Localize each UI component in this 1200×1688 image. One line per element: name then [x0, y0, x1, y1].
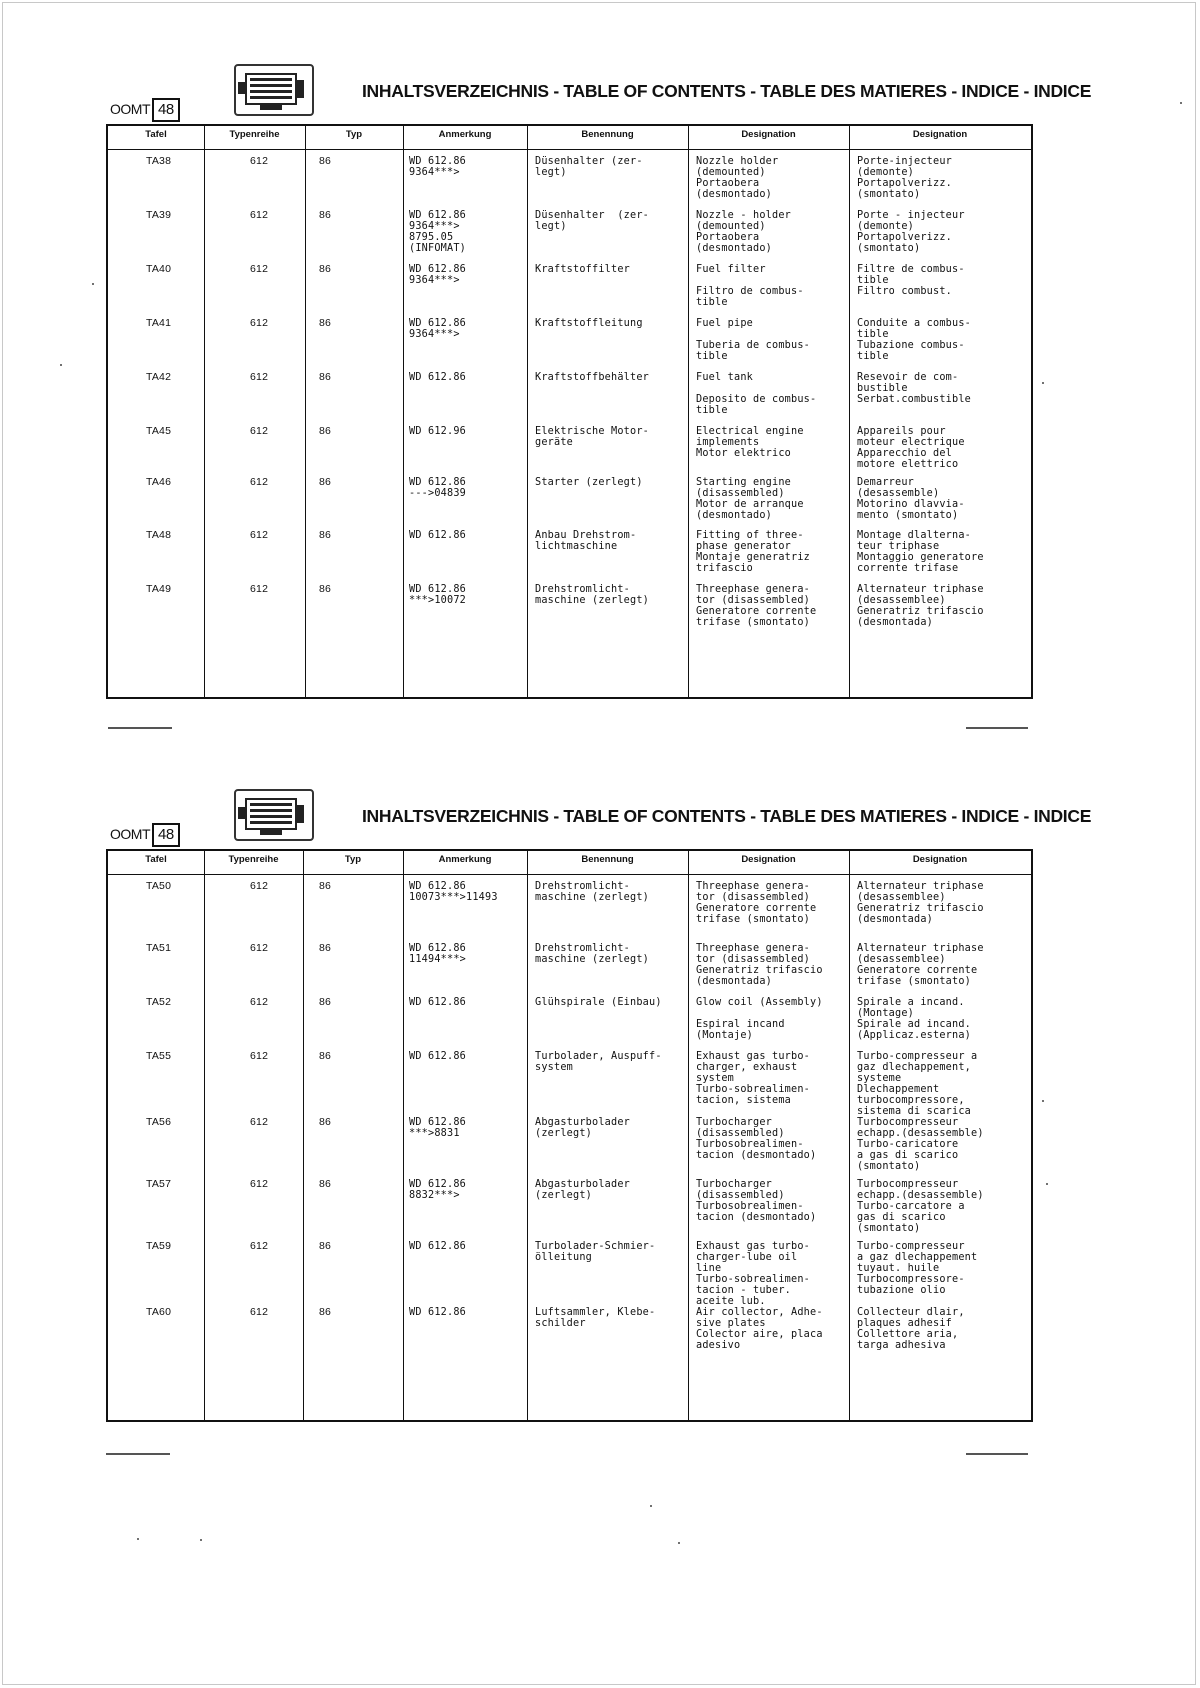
cell-designation-fr: Turbocompresseur echapp.(desassemble) Turbo-carcatore a gas di scarico (smontato)	[857, 1179, 984, 1234]
cell-designation-en: Threephase genera- tor (disassembled) Generatore corrente trifase (smontato)	[696, 881, 817, 925]
column-header-benennung: Benennung	[581, 129, 634, 140]
page-title: INHALTSVERZEICHNIS - TABLE OF CONTENTS - TABLE DES MATIERES - INDICE - INDICE	[362, 806, 1092, 826]
cell-anmerkung: WD 612.86 9364***>	[409, 318, 467, 340]
cell-typenreihe: 612	[250, 996, 269, 1008]
cell-designation-fr: Filtre de combus- tible Filtro combust.	[857, 264, 965, 297]
cell-tafel: TA41	[146, 317, 172, 329]
cell-benennung: Anbau Drehstrom- lichtmaschine	[535, 530, 637, 552]
cell-designation-en: Turbocharger (disassembled) Turbosobrealimen- tacion (desmontado)	[696, 1179, 817, 1223]
footer-mark	[108, 727, 172, 729]
cell-typ: 86	[319, 317, 332, 329]
cell-benennung: Kraftstoffleitung	[535, 318, 643, 329]
cell-anmerkung: WD 612.86 ***>10072	[409, 584, 467, 606]
cell-benennung: Drehstromlicht- maschine (zerlegt)	[535, 943, 650, 965]
cell-benennung: Düsenhalter (zer- legt)	[535, 156, 643, 178]
cell-designation-en: Threephase genera- tor (disassembled) Generatore corrente trifase (smontato)	[696, 584, 817, 628]
column-header-designation-fr: Designation	[912, 854, 968, 865]
cell-typenreihe: 612	[250, 529, 269, 541]
cell-tafel: TA48	[146, 529, 172, 541]
cell-designation-fr: Appareils pour moteur electrique Apparecchio del motore elettrico	[857, 426, 965, 470]
document-code-prefix: OOMT	[110, 826, 150, 842]
cell-typ: 86	[319, 942, 332, 954]
cell-designation-en: Threephase genera- tor (disassembled) Generatriz trifascio (desmontada)	[696, 943, 823, 987]
header-rule	[108, 149, 1031, 150]
cell-benennung: Luftsammler, Klebe- schilder	[535, 1307, 656, 1329]
cell-designation-en: Nozzle holder (demounted) Portaobera (desmontado)	[696, 156, 779, 200]
cell-tafel: TA39	[146, 209, 172, 221]
cell-tafel: TA51	[146, 942, 172, 954]
cell-designation-en: Exhaust gas turbo- charger-lube oil line Turbo-sobrealimen- tacion - tuber. aceite lub.	[696, 1241, 811, 1307]
cell-benennung: Drehstromlicht- maschine (zerlegt)	[535, 584, 650, 606]
document-code-prefix: OOMT	[110, 101, 150, 117]
cell-anmerkung: WD 612.86	[409, 1241, 467, 1252]
column-divider	[688, 851, 689, 1420]
cell-designation-en: Glow coil (Assembly) Espiral incand (Montaje)	[696, 997, 823, 1041]
cell-anmerkung: WD 612.86 ***>8831	[409, 1117, 467, 1139]
cell-benennung: Turbolader, Auspuff- system	[535, 1051, 662, 1073]
cell-typ: 86	[319, 371, 332, 383]
cell-typ: 86	[319, 1306, 332, 1318]
cell-typ: 86	[319, 1240, 332, 1252]
cell-typenreihe: 612	[250, 1306, 269, 1318]
cell-typenreihe: 612	[250, 1116, 269, 1128]
cell-designation-en: Air collector, Adhe- sive plates Colector aire, placa adesivo	[696, 1307, 823, 1351]
cell-typ: 86	[319, 1116, 332, 1128]
cell-tafel: TA60	[146, 1306, 172, 1318]
column-header-designation-fr: Designation	[912, 129, 968, 140]
cell-designation-en: Fuel pipe Tuberia de combus- tible	[696, 318, 811, 362]
cell-typ: 86	[319, 583, 332, 595]
cell-anmerkung: WD 612.86 8832***>	[409, 1179, 467, 1201]
scan-speck	[678, 1542, 680, 1544]
cell-typenreihe: 612	[250, 1178, 269, 1190]
footer-mark	[966, 1453, 1028, 1455]
cell-designation-fr: Conduite a combus- tible Tubazione combus- tible	[857, 318, 972, 362]
cell-typenreihe: 612	[250, 155, 269, 167]
footer-mark	[966, 727, 1028, 729]
cell-designation-fr: Porte - injecteur (demonte) Portapolverizz. (smontato)	[857, 210, 965, 254]
toc-table	[106, 849, 1033, 1422]
header-rule	[108, 874, 1031, 875]
cell-tafel: TA55	[146, 1050, 172, 1062]
cell-benennung: Starter (zerlegt)	[535, 477, 643, 488]
cell-benennung: Glühspirale (Einbau)	[535, 997, 662, 1008]
cell-anmerkung: WD 612.86 11494***>	[409, 943, 467, 965]
cell-typenreihe: 612	[250, 209, 269, 221]
cell-designation-fr: Porte-injecteur (demonte) Portapolverizz. (smontato)	[857, 156, 953, 200]
cell-typ: 86	[319, 1050, 332, 1062]
cell-designation-en: Exhaust gas turbo- charger, exhaust system Turbo-sobrealimen- tacion, sistema	[696, 1051, 811, 1106]
cell-anmerkung: WD 612.86	[409, 530, 467, 541]
cell-typ: 86	[319, 425, 332, 437]
cell-anmerkung: WD 612.86	[409, 1051, 467, 1062]
scan-speck	[1042, 382, 1044, 384]
cell-designation-en: Turbocharger (disassembled) Turbosobrealimen- tacion (desmontado)	[696, 1117, 817, 1161]
column-header-typ: Typ	[344, 854, 362, 865]
cell-benennung: Düsenhalter (zer- legt)	[535, 210, 650, 232]
column-header-designation-en: Designation	[741, 129, 796, 140]
scan-speck	[1042, 1100, 1044, 1102]
cell-designation-fr: Resevoir de com- bustible Serbat.combustible	[857, 372, 972, 405]
cell-typenreihe: 612	[250, 880, 269, 892]
column-divider	[688, 126, 689, 697]
column-header-tafel: Tafel	[145, 854, 167, 865]
column-divider	[849, 851, 850, 1420]
cell-typ: 86	[319, 529, 332, 541]
column-divider	[204, 851, 205, 1420]
toc-table	[106, 124, 1033, 699]
cell-typ: 86	[319, 263, 332, 275]
cell-benennung: Elektrische Motor- geräte	[535, 426, 650, 448]
cell-designation-en: Fuel filter Filtro de combus- tible	[696, 264, 804, 308]
column-divider	[305, 126, 306, 697]
scan-speck	[60, 364, 62, 366]
document-code	[110, 98, 180, 122]
cell-designation-fr: Turbocompresseur echapp.(desassemble) Turbo-caricatore a gas di scarico (smontato)	[857, 1117, 984, 1172]
cell-typ: 86	[319, 155, 332, 167]
cell-designation-fr: Alternateur triphase (desassemblee) Generatore corrente trifase (smontato)	[857, 943, 984, 987]
cell-anmerkung: WD 612.86 9364***>	[409, 264, 467, 286]
column-header-designation-en: Designation	[741, 854, 796, 865]
page-title: INHALTSVERZEICHNIS - TABLE OF CONTENTS - TABLE DES MATIERES - INDICE - INDICE	[362, 81, 1092, 101]
column-divider	[403, 126, 404, 697]
cell-designation-en: Fitting of three- phase generator Montaje generatriz trifascio	[696, 530, 811, 574]
cell-designation-fr: Collecteur dlair, plaques adhesif Collettore aria, targa adhesiva	[857, 1307, 965, 1351]
scan-speck	[1046, 1183, 1048, 1185]
cell-anmerkung: WD 612.86	[409, 372, 467, 383]
document-code-number: 48	[152, 98, 180, 122]
cell-tafel: TA56	[146, 1116, 172, 1128]
cell-typenreihe: 612	[250, 425, 269, 437]
cell-tafel: TA52	[146, 996, 172, 1008]
cell-tafel: TA57	[146, 1178, 172, 1190]
cell-typenreihe: 612	[250, 317, 269, 329]
engine-logo-icon	[234, 64, 314, 116]
cell-typenreihe: 612	[250, 942, 269, 954]
cell-anmerkung: WD 612.86 --->04839	[409, 477, 467, 499]
cell-typenreihe: 612	[250, 1240, 269, 1252]
cell-designation-en: Starting engine (disassembled) Motor de arranque (desmontado)	[696, 477, 804, 521]
cell-typenreihe: 612	[250, 263, 269, 275]
scan-speck	[137, 1538, 139, 1540]
column-divider	[303, 851, 304, 1420]
column-divider	[527, 851, 528, 1420]
cell-typ: 86	[319, 209, 332, 221]
cell-tafel: TA46	[146, 476, 172, 488]
cell-designation-en: Electrical engine implements Motor elektrico	[696, 426, 804, 459]
column-divider	[527, 126, 528, 697]
column-divider	[204, 126, 205, 697]
column-divider	[849, 126, 850, 697]
column-header-anmerkung: Anmerkung	[438, 854, 492, 865]
cell-typ: 86	[319, 476, 332, 488]
cell-designation-fr: Montage dlalterna- teur triphase Montaggio generatore corrente trifase	[857, 530, 984, 574]
cell-tafel: TA40	[146, 263, 172, 275]
scan-speck	[92, 283, 94, 285]
cell-designation-fr: Alternateur triphase (desassemblee) Generatriz trifascio (desmontada)	[857, 881, 984, 925]
cell-benennung: Abgasturbolader (zerlegt)	[535, 1117, 631, 1139]
column-header-tafel: Tafel	[145, 129, 167, 140]
cell-anmerkung: WD 612.86 10073***>11493	[409, 881, 498, 903]
scan-speck	[1180, 102, 1182, 104]
cell-designation-fr: Turbo-compresseur a gaz dlechappement, systeme Dlechappement turbocompressore, sistema di scarica	[857, 1051, 978, 1117]
cell-designation-fr: Turbo-compresseur a gaz dlechappement tuyaut. huile Turbocompressore- tubazione olio	[857, 1241, 978, 1296]
cell-tafel: TA50	[146, 880, 172, 892]
cell-designation-en: Nozzle - holder (demounted) Portaobera (desmontado)	[696, 210, 792, 254]
cell-tafel: TA49	[146, 583, 172, 595]
column-header-anmerkung: Anmerkung	[438, 129, 492, 140]
cell-anmerkung: WD 612.86	[409, 1307, 467, 1318]
cell-designation-en: Fuel tank Deposito de combus- tible	[696, 372, 817, 416]
cell-typenreihe: 612	[250, 1050, 269, 1062]
cell-typenreihe: 612	[250, 476, 269, 488]
column-header-typenreihe: Typenreihe	[229, 129, 280, 140]
column-header-typenreihe: Typenreihe	[228, 854, 279, 865]
cell-anmerkung: WD 612.86 9364***>	[409, 156, 467, 178]
cell-anmerkung: WD 612.86 9364***> 8795.05 (INFOMAT)	[409, 210, 467, 254]
engine-logo-icon	[234, 789, 314, 841]
cell-benennung: Turbolader-Schmier- ölleitung	[535, 1241, 656, 1263]
column-divider	[403, 851, 404, 1420]
cell-typ: 86	[319, 996, 332, 1008]
cell-designation-fr: Spirale a incand. (Montage) Spirale ad incand. (Applicaz.esterna)	[857, 997, 972, 1041]
cell-tafel: TA42	[146, 371, 172, 383]
scan-speck	[650, 1505, 652, 1507]
cell-benennung: Kraftstoffilter	[535, 264, 631, 275]
cell-typ: 86	[319, 880, 332, 892]
cell-benennung: Kraftstoffbehälter	[535, 372, 650, 383]
cell-benennung: Abgasturbolader (zerlegt)	[535, 1179, 631, 1201]
cell-typ: 86	[319, 1178, 332, 1190]
scan-speck	[200, 1539, 202, 1541]
cell-designation-fr: Alternateur triphase (desassemblee) Generatriz trifascio (desmontada)	[857, 584, 984, 628]
cell-typenreihe: 612	[250, 371, 269, 383]
cell-anmerkung: WD 612.86	[409, 997, 467, 1008]
column-header-typ: Typ	[345, 129, 363, 140]
document-code-number: 48	[152, 823, 180, 847]
footer-mark	[106, 1453, 170, 1455]
cell-tafel: TA38	[146, 155, 172, 167]
cell-tafel: TA45	[146, 425, 172, 437]
cell-typenreihe: 612	[250, 583, 269, 595]
cell-anmerkung: WD 612.96	[409, 426, 467, 437]
cell-designation-fr: Demarreur (desassemble) Motorino dlavvia- mento (smontato)	[857, 477, 965, 521]
column-header-benennung: Benennung	[581, 854, 634, 865]
document-code	[110, 823, 180, 847]
cell-tafel: TA59	[146, 1240, 172, 1252]
cell-benennung: Drehstromlicht- maschine (zerlegt)	[535, 881, 650, 903]
